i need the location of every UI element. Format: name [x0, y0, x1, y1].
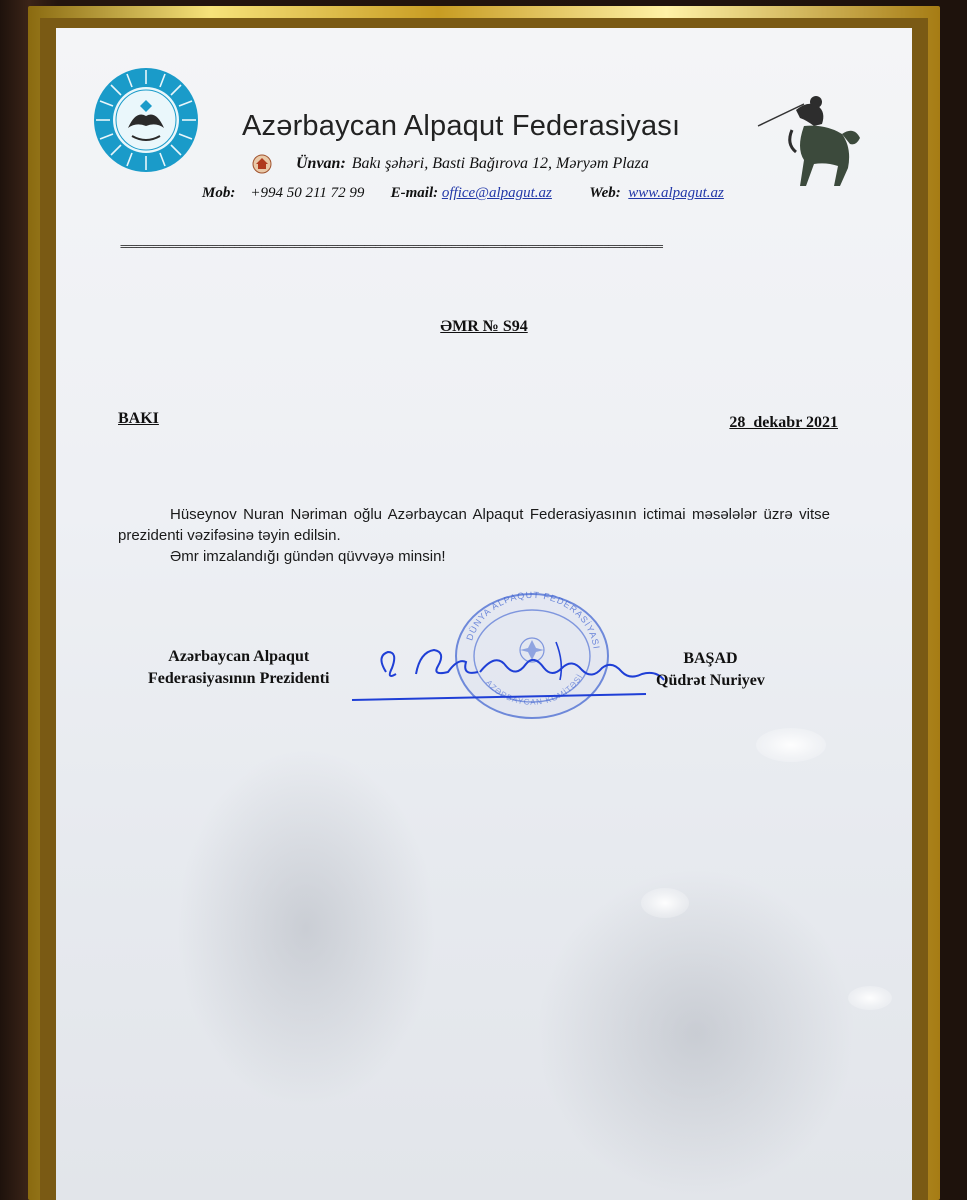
- address-label: Ünvan:: [296, 155, 346, 172]
- order-paragraph: Hüseynov Nuran Nəriman oğlu Azərbaycan Alpaqut Federasiyasının ictimai məsələlər üzrə vitse prezidenti vəzifəsinə təyin edilsin.: [118, 506, 830, 544]
- federation-logo-icon: [92, 66, 200, 174]
- glass-reflection: [176, 748, 436, 1108]
- light-glare: [756, 728, 826, 762]
- order-body: [118, 504, 830, 567]
- signatory-name-line1: BAŞAD: [683, 650, 738, 667]
- signatory-title-line2: Federasiyasının Prezidenti: [148, 670, 330, 687]
- email-label: E-mail:: [390, 185, 439, 201]
- city: BAKI: [118, 410, 159, 427]
- handwritten-signature: [346, 622, 666, 702]
- stamp-top-text: DÜNYA ALPAQUT FEDERASİYASI: [464, 590, 602, 651]
- signatory-left: [148, 646, 329, 690]
- email-link[interactable]: office@alpagut.az: [441, 185, 552, 201]
- address-line: [252, 154, 649, 174]
- glass-reflection: [536, 868, 856, 1198]
- light-glare: [848, 986, 892, 1010]
- document-page: [56, 28, 912, 1200]
- order-paragraph: Əmr imzalandığı gündən qüvvəyə minsin!: [170, 548, 446, 565]
- order-number: ƏMR № S94: [440, 318, 528, 335]
- light-glare: [641, 888, 689, 918]
- contact-line: [202, 185, 724, 202]
- signatory-right: [656, 648, 765, 692]
- address-value: Bakı şəhəri, Basti Bağırova 12, Məryəm Plaza: [351, 155, 649, 172]
- mob-value: +994 50 211 72 99: [250, 185, 365, 201]
- signatory-title-line1: Azərbaycan Alpaqut: [168, 648, 310, 665]
- home-icon: [252, 154, 272, 174]
- stamp-bottom-text: AZƏRBAYCAN KOMİTƏSİ: [484, 672, 585, 707]
- web-link[interactable]: www.alpagut.az: [628, 185, 724, 201]
- mob-label: Mob:: [202, 185, 236, 201]
- order-date: 28 dekabr 2021: [729, 414, 838, 431]
- signatory-name-line2: Qüdrət Nuriyev: [656, 672, 765, 689]
- organization-title: Azərbaycan Alpaqut Federasiyası: [242, 110, 681, 142]
- web-label: Web:: [589, 185, 621, 201]
- letterhead-divider: ====================================================================================================: [120, 240, 663, 253]
- horse-rider-emblem-icon: [756, 90, 866, 200]
